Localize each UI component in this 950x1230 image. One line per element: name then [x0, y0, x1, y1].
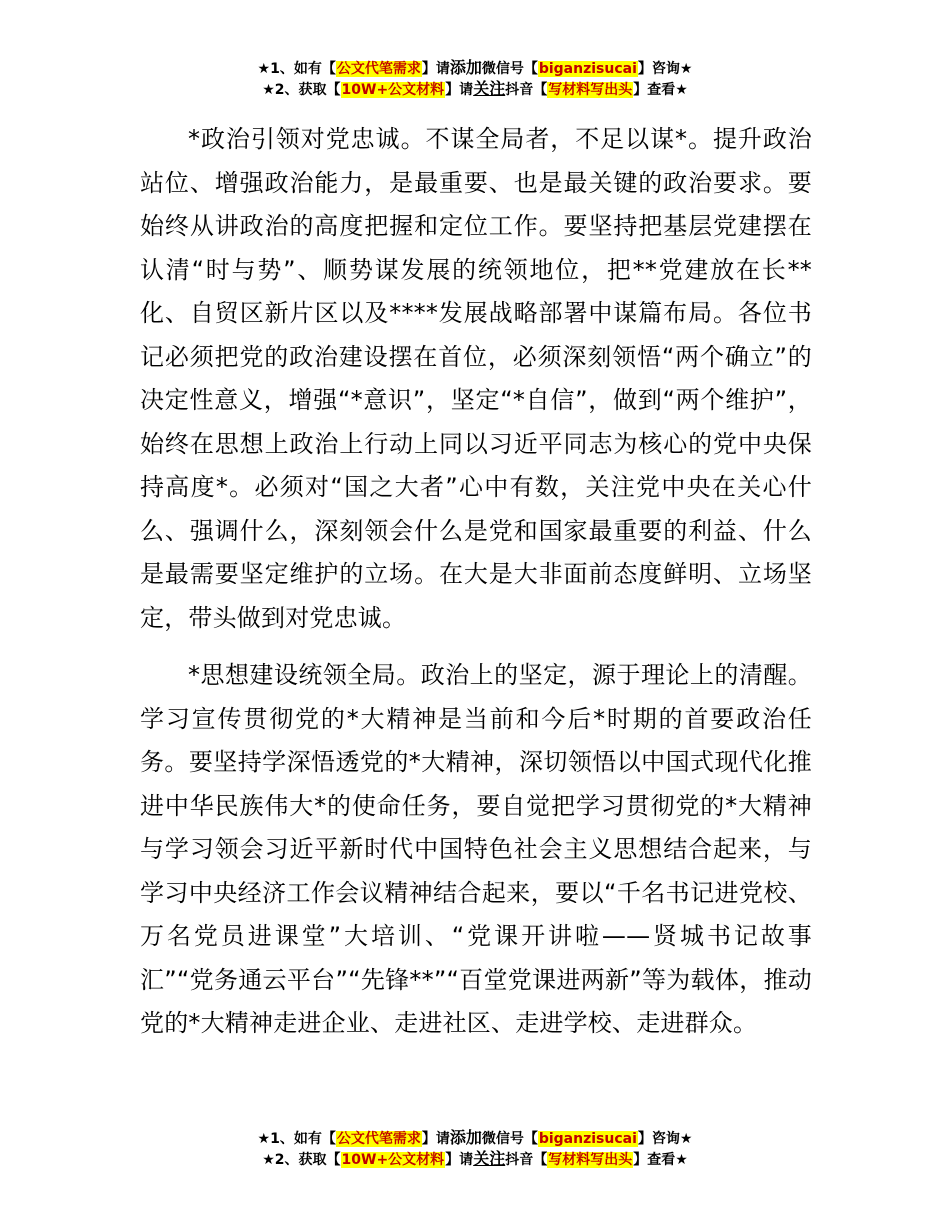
- banner-line-2: [0, 1149, 950, 1170]
- footer-banner: [0, 1128, 950, 1170]
- banner-text: 】请: [445, 1152, 474, 1168]
- paragraph-ideological-building: *思想建设统领全局。政治上的坚定，源于理论上的清醒。学习宣传贯彻党的*大精神是当前和今后*时期的首要政治任务。要坚持学深悟透党的*大精神，深切领悟以中国式现代化推进中华民族伟大*的使命任务，要自觉把学习贯彻党的*大精神与学习领会习近平新时代中国特色社会主义思想结合起来，与学习中央经济工作会议精神结合起来，要以“千名书记进党校、万名党员进课堂”大培训、“党课开讲啦——贤城书记故事汇”“党务通云平台”“先锋**”“百堂党课进两新”等为载体，推动党的*大精神走进企业、走进社区、走进学校、走进群众。: [140, 661, 812, 1037]
- highlight-ghostwriting: 公文代笔需求: [336, 1131, 421, 1147]
- banner-text: 】查看★: [633, 82, 688, 98]
- banner-emphasis: 关注: [473, 79, 506, 98]
- highlight-douyin-name: 写材料写出头: [548, 82, 633, 98]
- highlight-materials: 10W+公文材料: [341, 82, 445, 98]
- banner-text: 微信号【: [481, 1131, 538, 1147]
- highlight-wechat-id: biganzisucai: [538, 61, 637, 77]
- banner-text: 抖音【: [505, 82, 548, 98]
- banner-text: 】请: [421, 1131, 450, 1147]
- banner-text: 】咨询★: [637, 61, 693, 77]
- highlight-materials: 10W+公文材料: [341, 1152, 445, 1168]
- highlight-ghostwriting: 公文代笔需求: [336, 61, 421, 77]
- banner-text: 抖音【: [505, 1152, 548, 1168]
- banner-text: 】咨询★: [637, 1131, 693, 1147]
- banner-text: 】请: [445, 82, 474, 98]
- document-body: [140, 118, 812, 1060]
- highlight-douyin-name: 写材料写出头: [548, 1152, 633, 1168]
- paragraph-political-leadership: *政治引领对党忠诚。不谋全局者，不足以谋*。提升政治站位、增强政治能力，是最重要、也是最关键的政治要求。要始终从讲政治的高度把握和定位工作。要坚持把基层党建摆在认清“时与势”、顺势谋发展的统领地位，把**党建放在长**化、自贸区新片区以及****发展战略部署中谋篇布局。各位书记必须把党的政治建设摆在首位，必须深刻领悟“两个确立”的决定性意义，增强“*意识”，坚定“*自信”，做到“两个维护”，始终在思想上政治上行动上同以习近平同志为核心的党中央保持高度*。必须对“国之大者”心中有数，关注党中央在关心什么、强调什么，深刻领会什么是党和国家最重要的利益、什么是最需要坚定维护的立场。在大是大非面前态度鲜明、立场坚定，带头做到对党忠诚。: [140, 125, 812, 632]
- banner-text: ★2、获取【: [262, 1152, 341, 1168]
- highlight-wechat-id: biganzisucai: [538, 1131, 637, 1147]
- banner-text: ★1、如有【: [257, 61, 336, 77]
- banner-text: ★2、获取【: [262, 82, 341, 98]
- banner-text: 微信号【: [481, 61, 538, 77]
- banner-text: 】请: [421, 61, 450, 77]
- banner-line-1: [0, 58, 950, 79]
- header-banner: [0, 58, 950, 100]
- banner-text: ★1、如有【: [257, 1131, 336, 1147]
- banner-line-2: [0, 79, 950, 100]
- banner-text: 】查看★: [633, 1152, 688, 1168]
- banner-emphasis: 关注: [473, 1149, 506, 1168]
- banner-line-1: [0, 1128, 950, 1149]
- banner-emphasis: 添加: [449, 58, 482, 77]
- banner-emphasis: 添加: [449, 1128, 482, 1147]
